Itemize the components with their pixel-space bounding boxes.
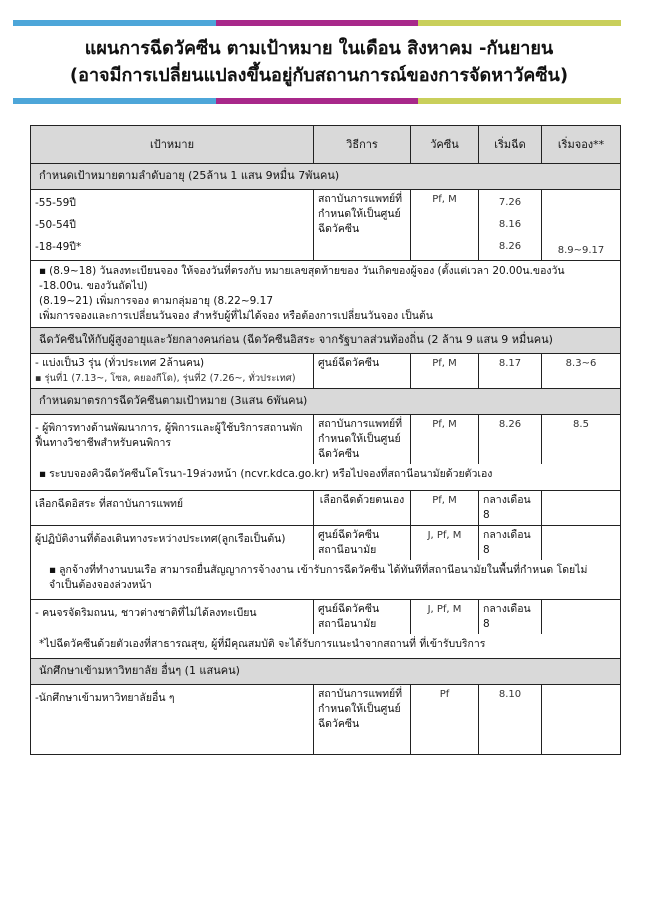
method-cell: ศูนย์ฉีดวัคซีน สถานีอนามัย [314, 600, 411, 635]
stripe-purple [216, 20, 419, 26]
table-row [31, 685, 621, 755]
start-cell: 8.17 [479, 354, 542, 389]
note-additional-booking: (8.19~21) เพิ่มการจอง ตามกลุ่มอายุ (8.22~9.17 [39, 295, 274, 307]
start-dates-cell [479, 190, 542, 261]
vaccine-cell: J, Pf, M [411, 526, 479, 561]
header-booking: เริ่มจอง** [542, 126, 621, 164]
page-title-line-2: (อาจมีการเปลี่ยนแปลงขึ้นอยู่กับสถานการณ์ของการจัดหาวัคซีน) [69, 65, 569, 86]
method-cell: ศูนย์ฉีดวัคซีน [314, 354, 411, 389]
booking-cell [542, 526, 621, 561]
public-health-note: *ไปฉีดวัคซีนด้วยตัวเองที่สาธารณสุข, ผู้ที่มีคุณสมบัติ จะได้รับการแนะนำจากสถานที่ ที่เข้ารับบริการ [31, 634, 621, 659]
start-date-3: 8.26 [498, 241, 522, 252]
table-row [31, 354, 621, 389]
method-cell: ศูนย์ฉีดวัคซีน สถานีอนามัย [314, 526, 411, 561]
target-cell [31, 354, 314, 389]
section-1-header-row [31, 164, 621, 190]
table-row [31, 600, 621, 635]
target-age-50-54: -50-54ปี [35, 219, 76, 231]
seafarer-note [31, 560, 621, 600]
target-cell: เลือกฉีดอิสระ ที่สถาบันการแพทย์ [31, 491, 314, 526]
booking-cell [542, 600, 621, 635]
section-4-header-row [31, 659, 621, 685]
section-4-title: นักศึกษาเข้ามหาวิทยาลัย อื่นๆ (1 แสนคน) [31, 659, 621, 685]
vaccine-cell: Pf [411, 685, 479, 755]
booking-cell: 8.3~6 [542, 354, 621, 389]
age-targets-cell [31, 190, 314, 261]
start-cell: กลางเดือน 8 [479, 600, 542, 635]
header-method: วิธีการ [314, 126, 411, 164]
start-cell: 8.26 [479, 415, 542, 465]
note-booking-change: เพิ่มการจองและการเปลี่ยนวันจอง สำหรับผู้ที่ไม่ได้จอง หรือต้องการเปลี่ยนวันจอง เป็นต้น [39, 310, 433, 322]
section-1-title: กำหนดเป้าหมายตามลำดับอายุ (25ล้าน 1 แสน 9หมื่น 7พันคน) [31, 164, 621, 190]
section-3-header-row [31, 389, 621, 415]
seafarer-note-text: ▪ ลูกจ้างที่ทำงานบนเรือ สามารถยื่นสัญญาการจ้างงาน เข้ารับการฉีดวัคซีน ได้ทันทีที่สถานีอนามัยในพื้นที่กำหนด โดยไม่จำเป็นต้องจองล่วงหน้า [49, 563, 612, 593]
method-cell: สถาบันการแพทย์ที่กำหนดให้เป็นศูนย์ฉีดวัคซีน [314, 415, 411, 465]
top-color-stripe [13, 20, 621, 26]
seafarer-note-row [31, 560, 621, 600]
target-sub-text: ▪ รุ่นที่1 (7.13~, โซล, คยองกีโด), รุ่นที่2 (7.26~, ทั่วประเทศ) [35, 371, 309, 386]
target-cell: ผู้ปฏิบัติงานที่ต้องเดินทางระหว่างประเทศ(ลูกเรือเป็นต้น) [31, 526, 314, 561]
start-cell: กลางเดือน 8 [479, 526, 542, 561]
header-vaccine: วัคซีน [411, 126, 479, 164]
start-cell: กลางเดือน 8 [479, 491, 542, 526]
vaccine-cell: Pf, M [411, 354, 479, 389]
page-title-line-1: แผนการฉีดวัคซีน ตามเป้าหมาย ในเดือน สิงหาคม -กันยายน [84, 38, 554, 59]
booking-cell [542, 491, 621, 526]
section-3-note-row [31, 464, 621, 491]
start-cell: 8.10 [479, 685, 542, 755]
vaccine-cell: Pf, M [411, 415, 479, 465]
target-cell: - ผู้พิการทางด้านพัฒนาการ, ผู้พิการและผู้ใช้บริการสถานพักฟื้นทางวิชาชีพสำหรับคนพิการ [31, 415, 314, 465]
method-cell: สถาบันการแพทย์ที่กำหนดให้เป็นศูนย์ฉีดวัคซีน [314, 685, 411, 755]
stripe-olive [418, 98, 621, 104]
note-registration: ▪ (8.9~18) วันลงทะเบียนจอง ให้จองวันที่ตรงกับ หมายเลขสุดท้ายของ วันเกิดของผู้จอง (ตั้งแต่เวลา 20.00น.ของวัน -18.00น. ของวันถัดไป) [39, 264, 612, 294]
table-row [31, 190, 621, 261]
table-header-row [31, 126, 621, 164]
target-age-18-49: -18-49ปี* [35, 241, 82, 253]
booking-system-note-text: ▪ ระบบจองคิวฉีดวัคซีนโคโรนา-19ล่วงหน้า (ncvr.kdca.go.kr) หรือไปจองที่สถานีอนามัยด้วยตัวเอง [39, 467, 612, 482]
section-1-notes [31, 261, 621, 328]
booking-system-note [31, 464, 621, 491]
booking-cell [542, 685, 621, 755]
booking-cell: 8.9~9.17 [542, 190, 621, 261]
target-text: - แบ่งเป็น3 รุ่น (ทั่วประเทศ 2ล้านคน) [35, 357, 205, 369]
table-row [31, 526, 621, 561]
target-cell: - คนจรจัดริมถนน, ชาวต่างชาติที่ไม่ได้ลงทะเบียน [31, 600, 314, 635]
section-1-notes-row [31, 261, 621, 328]
target-age-55-59: -55-59ปี [35, 197, 76, 209]
method-cell: สถาบันการแพทย์ที่กำหนดให้เป็นศูนย์ฉีดวัคซีน [314, 190, 411, 261]
section-2-title: ฉีดวัคซีนให้กับผู้สูงอายุและวัยกลางคนก่อน (ฉีดวัคซีนอิสระ จากรัฐบาลส่วนท้องถิ่น (2 ล้าน 9 แสน 9 หมื่นคน) [31, 328, 621, 354]
table-row [31, 491, 621, 526]
stripe-blue [13, 20, 216, 26]
public-health-note-row [31, 634, 621, 659]
vaccine-cell: Pf, M [411, 491, 479, 526]
stripe-blue [13, 98, 216, 104]
section-3-title: กำหนดมาตรการฉีดวัคซีนตามเป้าหมาย (3แสน 6พันคน) [31, 389, 621, 415]
vaccine-cell: Pf, M [411, 190, 479, 261]
stripe-olive [418, 20, 621, 26]
stripe-purple [216, 98, 419, 104]
start-date-2: 8.16 [498, 219, 522, 230]
method-cell: เลือกฉีดด้วยตนเอง [314, 491, 411, 526]
vaccine-cell: J, Pf, M [411, 600, 479, 635]
start-date-1: 7.26 [498, 197, 522, 208]
header-target: เป้าหมาย [31, 126, 314, 164]
vaccination-plan-table [30, 125, 621, 755]
section-2-header-row [31, 328, 621, 354]
header-start: เริ่มฉีด [479, 126, 542, 164]
bottom-color-stripe [13, 98, 621, 104]
target-cell: -นักศึกษาเข้ามหาวิทยาลัยอื่น ๆ [31, 685, 314, 755]
table-row [31, 415, 621, 465]
booking-cell: 8.5 [542, 415, 621, 465]
